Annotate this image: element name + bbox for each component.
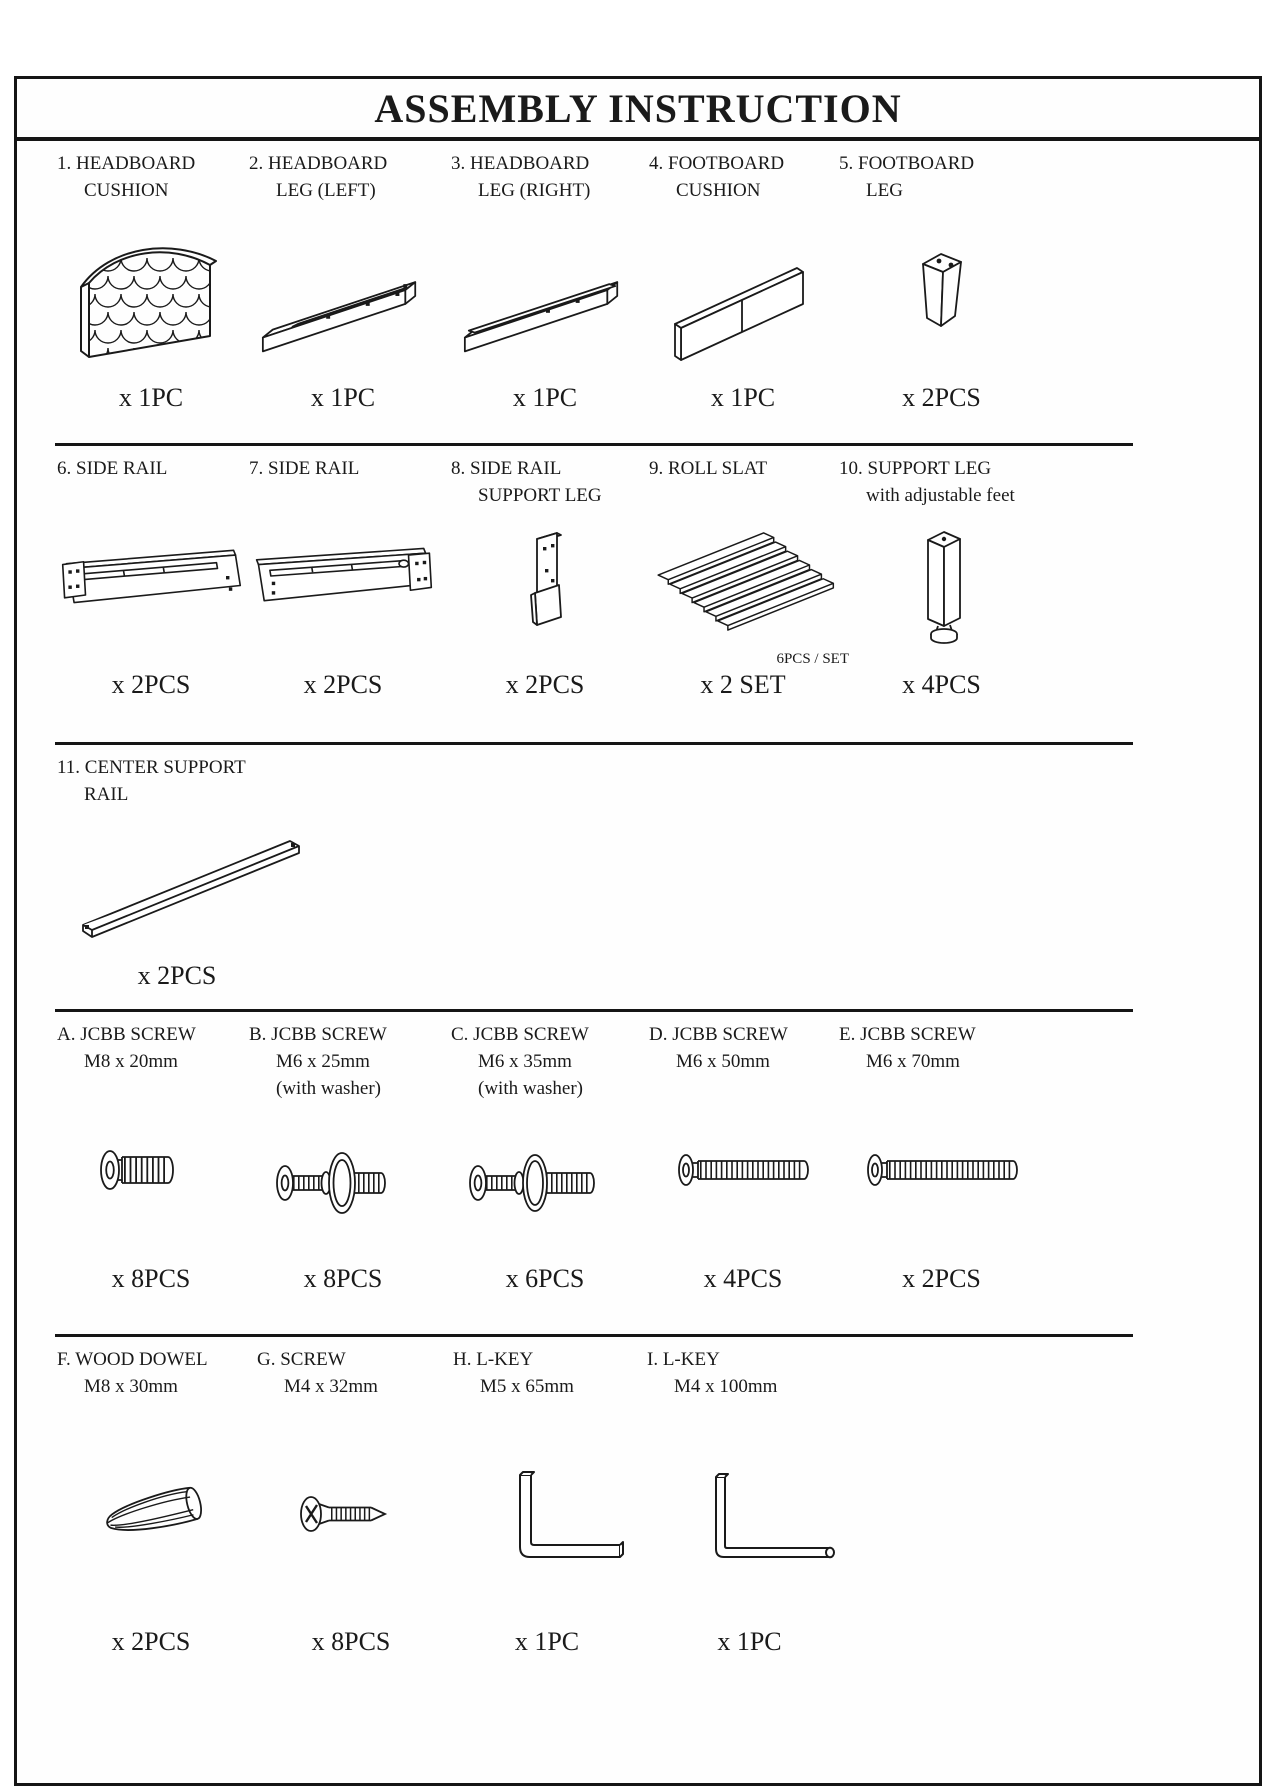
part-quantity: x 4PCS	[703, 1264, 783, 1293]
page-title: ASSEMBLY INSTRUCTION	[374, 85, 902, 131]
part-quantity: x 2 SET	[700, 670, 786, 699]
part-quantity: x 2PCS	[137, 961, 217, 990]
part-quantity: x 2PCS	[902, 383, 981, 412]
part-label: 7. SIDE RAIL	[249, 458, 360, 479]
jcbb-screw-m6x35-washer-illustration	[451, 1102, 639, 1264]
part-jcbb-screw-d	[649, 1021, 839, 1334]
part-quantity: x 1PC	[310, 383, 376, 412]
part-jcbb-screw-c	[451, 1021, 649, 1334]
part-label: 9. ROLL SLAT	[649, 458, 768, 479]
part-roll-slat	[649, 455, 849, 742]
part-quantity: x 2PCS	[111, 1627, 191, 1656]
roll-slat-set-note: 6PCS / SET	[776, 651, 849, 667]
part-label: 5. FOOTBOARD LEG	[839, 153, 975, 201]
side-rail-illustration	[249, 482, 437, 670]
part-label: 1. HEADBOARD CUSHION	[57, 153, 196, 201]
support-leg-illustration	[839, 509, 1044, 670]
jcbb-screw-m6x70-illustration	[839, 1075, 1044, 1264]
title-bar	[17, 79, 1259, 141]
part-label: D. JCBB SCREW M6 x 50mm	[649, 1024, 788, 1072]
part-quantity: x 1PC	[118, 383, 184, 412]
part-jcbb-screw-b	[249, 1021, 451, 1334]
part-quantity: x 1PC	[717, 1627, 782, 1656]
part-label: G. SCREW M4 x 32mm	[257, 1349, 378, 1397]
part-label: 6. SIDE RAIL	[57, 458, 168, 479]
part-jcbb-screw-a	[57, 1021, 249, 1334]
part-quantity: x 8PCS	[111, 1264, 191, 1293]
part-quantity: x 2PCS	[303, 670, 383, 699]
side-rail-illustration	[57, 482, 245, 670]
part-label: 2. HEADBOARD LEG (LEFT)	[249, 153, 388, 201]
part-footboard-cushion	[649, 150, 839, 443]
part-footboard-leg	[839, 150, 1239, 443]
headboard-leg-left-illustration	[249, 204, 437, 383]
part-quantity: x 2PCS	[111, 670, 191, 699]
parts-row-3	[57, 745, 1239, 1009]
part-headboard-cushion	[57, 150, 249, 443]
footboard-leg-illustration	[839, 204, 1044, 383]
part-label: F. WOOD DOWEL M8 x 30mm	[57, 1349, 208, 1397]
headboard-cushion-illustration	[57, 204, 245, 383]
part-label: 11. CENTER SUPPORT RAIL	[57, 757, 246, 805]
screw-m4x32-illustration	[257, 1400, 445, 1627]
parts-row-5	[57, 1337, 1239, 1657]
jcbb-screw-m6x25-washer-illustration	[249, 1102, 437, 1264]
part-l-key-h	[453, 1346, 647, 1657]
part-support-leg	[839, 455, 1239, 742]
part-screw-g	[257, 1346, 453, 1657]
part-label: B. JCBB SCREW M6 x 25mm (with washer)	[249, 1024, 387, 1099]
part-label: 3. HEADBOARD LEG (RIGHT)	[451, 153, 591, 201]
parts-row-1	[57, 141, 1239, 443]
part-headboard-leg-left	[249, 150, 451, 443]
part-side-rail-support-leg	[451, 455, 649, 742]
headboard-leg-right-illustration	[451, 204, 639, 383]
part-label: 10. SUPPORT LEG with adjustable feet	[839, 458, 1015, 506]
part-headboard-leg-right	[451, 150, 649, 443]
roll-slat-illustration	[649, 482, 849, 670]
part-label: A. JCBB SCREW M8 x 20mm	[57, 1024, 196, 1072]
footboard-cushion-illustration	[649, 204, 837, 383]
part-label: 4. FOOTBOARD CUSHION	[649, 153, 785, 201]
part-side-rail-6	[57, 455, 249, 742]
part-label: I. L-KEY M4 x 100mm	[647, 1349, 778, 1397]
part-l-key-i	[647, 1346, 1239, 1657]
part-label: E. JCBB SCREW M6 x 70mm	[839, 1024, 976, 1072]
part-quantity: x 6PCS	[505, 1264, 585, 1293]
part-quantity: x 1PC	[710, 383, 776, 412]
part-quantity: x 4PCS	[902, 670, 981, 699]
part-side-rail-7	[249, 455, 451, 742]
part-quantity: x 2PCS	[902, 1264, 981, 1293]
wood-dowel-illustration	[57, 1400, 245, 1627]
side-rail-support-leg-illustration	[451, 509, 639, 670]
part-quantity: x 8PCS	[303, 1264, 383, 1293]
parts-row-4	[57, 1012, 1239, 1334]
part-wood-dowel	[57, 1346, 257, 1657]
part-label: 8. SIDE RAIL SUPPORT LEG	[451, 458, 602, 506]
l-key-m5x65-illustration	[453, 1400, 641, 1627]
part-center-support-rail	[57, 754, 1239, 1009]
part-quantity: x 2PCS	[505, 670, 585, 699]
jcbb-screw-m8x20-illustration	[57, 1075, 245, 1264]
part-quantity: x 1PC	[512, 383, 578, 412]
part-quantity: x 8PCS	[311, 1627, 391, 1656]
part-label: H. L-KEY M5 x 65mm	[453, 1349, 574, 1397]
jcbb-screw-m6x50-illustration	[649, 1075, 837, 1264]
part-quantity: x 1PC	[514, 1627, 580, 1656]
part-label: C. JCBB SCREW M6 x 35mm (with washer)	[451, 1024, 589, 1099]
document-border	[14, 76, 1262, 1786]
parts-row-2	[57, 446, 1239, 742]
l-key-m4x100-illustration	[647, 1400, 852, 1627]
part-jcbb-screw-e	[839, 1021, 1239, 1334]
center-support-rail-illustration	[57, 808, 337, 961]
